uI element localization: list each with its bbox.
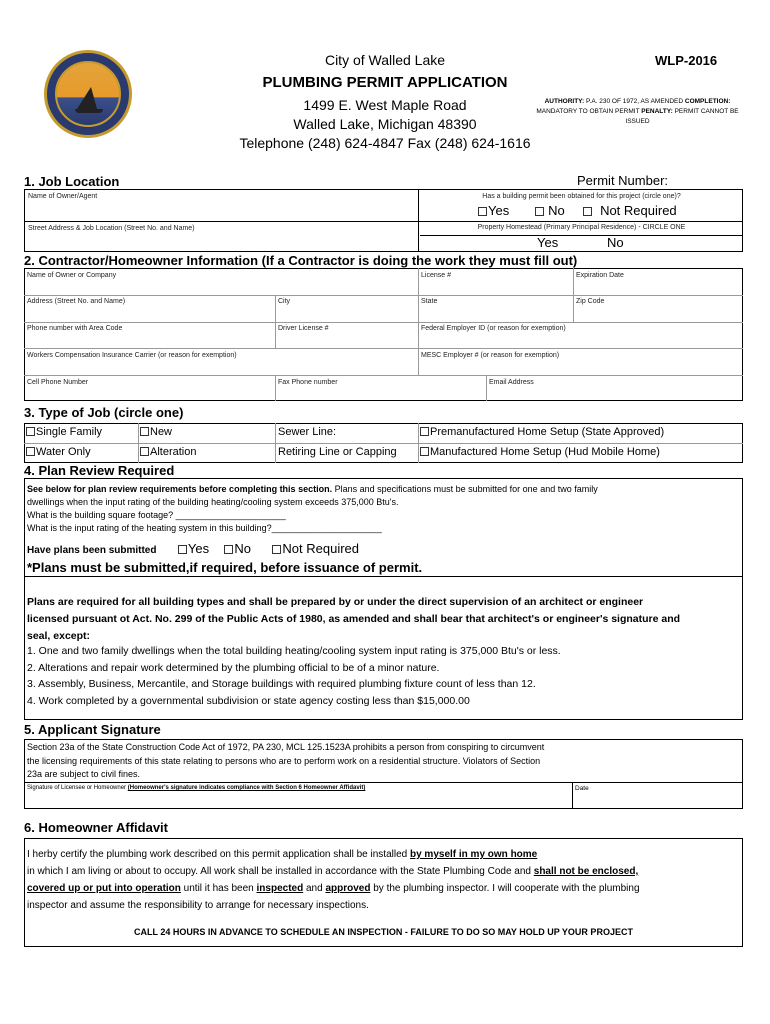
- street-address-field[interactable]: Street Address & Job Location (Street No. and Name): [28, 225, 195, 232]
- yes-checkbox[interactable]: [478, 207, 487, 216]
- prior-permit-question: Has a building permit been obtained for this project (circle one)?: [482, 193, 681, 200]
- city-name: City of Walled Lake: [324, 52, 446, 68]
- list-item: 2. Alterations and repair work determined by the plumbing official to be of a minor nature.: [27, 661, 440, 674]
- city-seal-logo: [44, 50, 132, 138]
- address-line-1: 1499 E. West Maple Road: [303, 97, 467, 113]
- alteration-option[interactable]: Alteration: [140, 446, 196, 458]
- section-6-title: 6. Homeowner Affidavit: [24, 820, 168, 835]
- fax-field[interactable]: Fax Phone number: [278, 379, 338, 386]
- heating-rating-field[interactable]: What is the input rating of the heating system in this building?______________________: [27, 523, 382, 533]
- email-field[interactable]: Email Address: [489, 379, 534, 386]
- city-field[interactable]: City: [278, 298, 291, 305]
- plan-requirements: Plans are required for all building types and shall be prepared by or under the direct supervision of an architect or engineer licensed pursuant ot Act. No. 299 of the Public Acts of 1980, as amended and shall bear that architect's or engineer's signature and seal, except:: [27, 596, 681, 642]
- permit-number-label: Permit Number:: [577, 173, 669, 188]
- state-field[interactable]: State: [421, 298, 438, 305]
- new-option[interactable]: New: [140, 426, 172, 438]
- fein-field[interactable]: Federal Employer ID (or reason for exemption): [421, 325, 566, 332]
- owner-company-field[interactable]: Name of Owner or Company: [27, 272, 117, 279]
- section-4-title: 4. Plan Review Required: [24, 463, 175, 478]
- not-required-checkbox[interactable]: [583, 207, 592, 216]
- premanufactured-option[interactable]: Premanufactured Home Setup (State Approved): [420, 426, 664, 438]
- section-23a-text: Section 23a of the State Construction Code Act of 1972, PA 230, MCL 125.1523A prohibits a person from conspiring to circumvent the licensing requirements of this state relating to persons who are to perform work on a residential structure. Violators of Section 23a are subject to civil fines.: [27, 742, 545, 779]
- cell-phone-field[interactable]: Cell Phone Number: [27, 379, 89, 386]
- manufactured-option[interactable]: Manufactured Home Setup (Hud Mobile Home): [420, 446, 660, 458]
- list-item: 1. One and two family dwellings when the total building heating/cooling system input rating is 375,000 Btu's or less.: [27, 645, 561, 657]
- homestead-no[interactable]: No: [607, 235, 624, 250]
- section-3-title: 3. Type of Job (circle one): [24, 405, 184, 420]
- driver-license-field[interactable]: Driver License #: [278, 325, 329, 332]
- inspection-notice: CALL 24 HOURS IN ADVANCE TO SCHEDULE AN INSPECTION - FAILURE TO DO SO MAY HOLD UP YOUR PROJECT: [134, 927, 633, 937]
- prior-permit-options[interactable]: Yes No Not Required: [478, 203, 677, 218]
- retiring-option[interactable]: Retiring Line or Capping: [278, 446, 397, 458]
- list-item: 4. Work completed by a governmental subdivision or state agency costing less than $15,000.00: [27, 694, 470, 707]
- plan-exceptions-list: [27, 643, 742, 709]
- workers-comp-field[interactable]: Workers Compensation Insurance Carrier (or reason for exemption): [27, 352, 237, 359]
- no-checkbox[interactable]: [535, 207, 544, 216]
- plans-yes-checkbox[interactable]: [178, 545, 187, 554]
- water-only-option[interactable]: Water Only: [26, 446, 91, 458]
- form-id: WLP-2016: [655, 53, 718, 68]
- signature-field[interactable]: Signature of Licensee or Homeowner (Homeowner's signature indicates compliance with Section 6 Homeowner Affidavit): [27, 785, 366, 791]
- plan-review-intro: See below for plan review requirements before completing this section. Plans and specifications must be submitted for one and two family dwellings when the input rating of the building heating/cooling system exceeds 375,000 Btu's. What is the building square footage? ______________________ What is the input rating of the heating system in this building?______________________: [27, 483, 737, 535]
- plans-not-required-checkbox[interactable]: [272, 545, 281, 554]
- homestead-yes[interactable]: Yes: [537, 235, 559, 250]
- address-field[interactable]: Address (Street No. and Name): [27, 298, 126, 305]
- phone-field[interactable]: Phone number with Area Code: [27, 325, 123, 332]
- signature-date-field[interactable]: Date: [575, 785, 589, 792]
- section-2-title: 2. Contractor/Homeowner Information (If a Contractor is doing the work they must fill out): [24, 253, 578, 268]
- section-1-title: 1. Job Location: [24, 174, 120, 189]
- sewer-line-option[interactable]: Sewer Line:: [278, 426, 337, 438]
- form-title: PLUMBING PERMIT APPLICATION: [262, 74, 508, 91]
- mesc-field[interactable]: MESC Employer # (or reason for exemption): [421, 352, 560, 359]
- address-line-2: Walled Lake, Michigan 48390: [293, 116, 477, 132]
- authority-note: AUTHORITY: P.A. 230 OF 1972, AS AMENDED COMPLETION: MANDATORY TO OBTAIN PERMIT PENALTY: PERMIT CANNOT BE ISSUED: [536, 98, 739, 125]
- single-family-option[interactable]: Single Family: [26, 426, 102, 438]
- license-field[interactable]: License #: [421, 272, 451, 279]
- expiration-field[interactable]: Expiration Date: [576, 272, 624, 279]
- affidavit-text: I herby certify the plumbing work described on this permit application shall be installed by myself in my own home in which I am living or about to occupy. All work shall be installed in accordance with the State Plumbing Code and shall not be enclosed, covered up or put into operation until it has been inspected and approved by the plumbing inspector. I will cooperate with the plumbing inspector and assume the responsibility to arrange for necessary inspections.: [27, 849, 640, 911]
- section-5-title: 5. Applicant Signature: [24, 722, 161, 737]
- plans-no-checkbox[interactable]: [224, 545, 233, 554]
- homestead-label: Property Homestead (Primary Principal Residence) - CIRCLE ONE: [477, 224, 686, 231]
- square-footage-field[interactable]: What is the building square footage? ______________________: [27, 510, 286, 520]
- phone-fax: Telephone (248) 624-4847 Fax (248) 624-1616: [239, 135, 531, 151]
- zip-field[interactable]: Zip Code: [576, 298, 605, 305]
- contractor-info-box: [24, 268, 743, 401]
- plans-submitted-row: Have plans been submitted Yes No Not Required: [27, 541, 360, 556]
- plans-must-submit: *Plans must be submitted,if required, before issuance of permit.: [27, 560, 423, 575]
- owner-agent-field[interactable]: Name of Owner/Agent: [28, 193, 98, 200]
- list-item: 3. Assembly, Business, Mercantile, and Storage buildings with required plumbing fixture count of less than 12.: [27, 678, 536, 690]
